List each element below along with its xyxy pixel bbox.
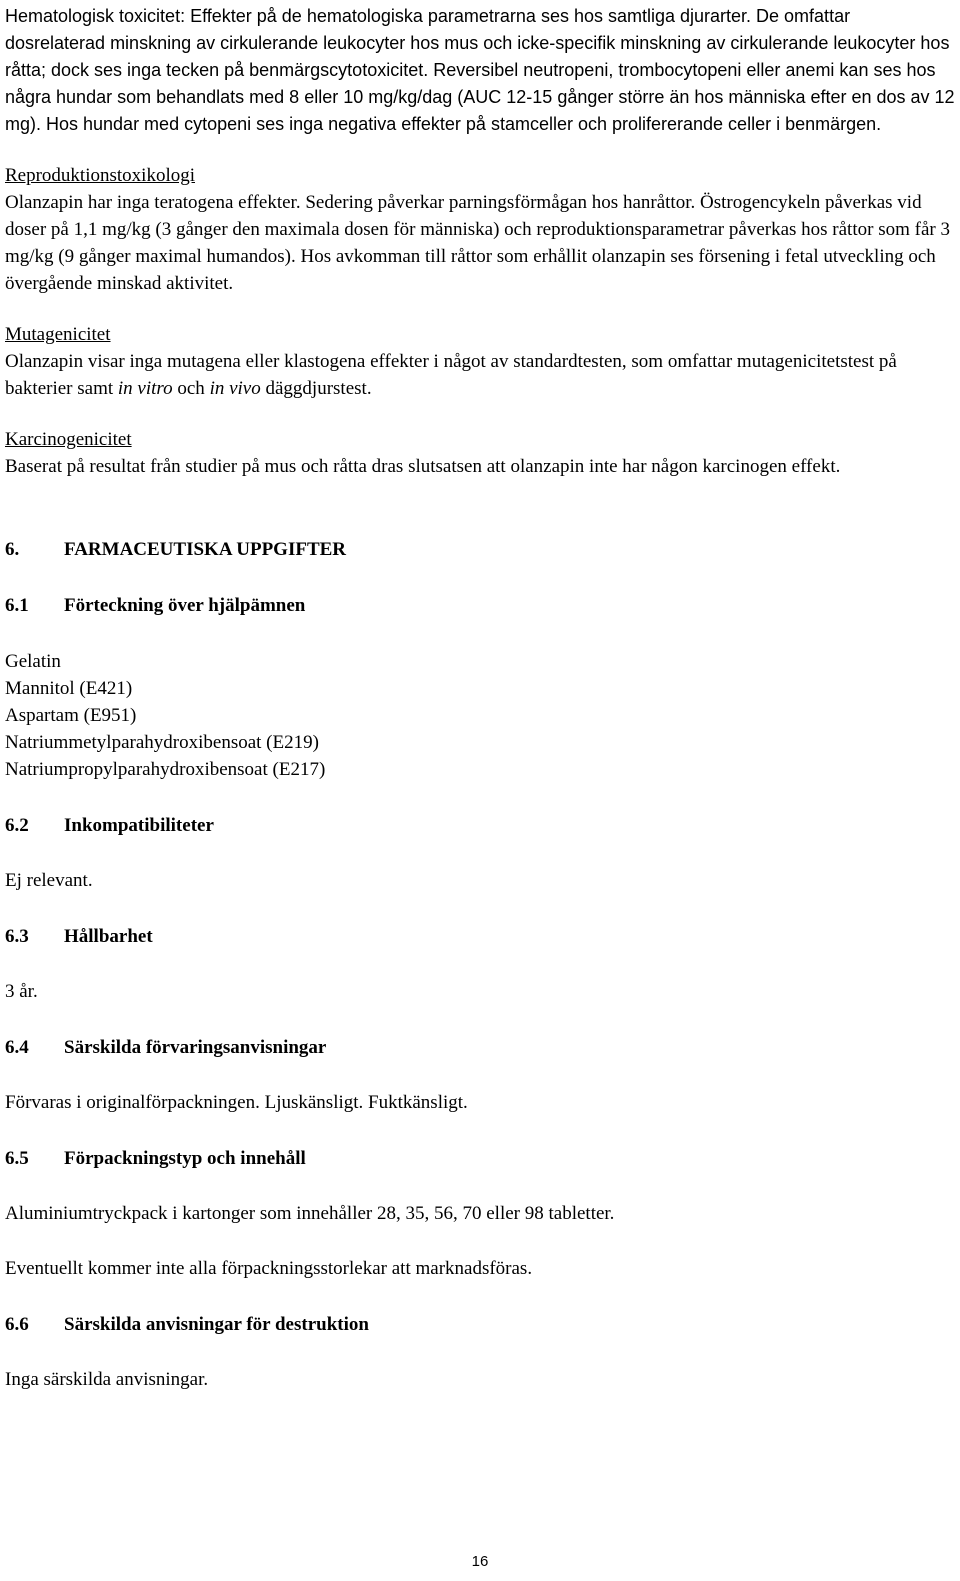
section-6-5-number: 6.5 — [5, 1148, 29, 1169]
hematology-paragraph: Hematologisk toxicitet: Effekter på de hematologiska parametrarna ses hos samtliga djurarter. De omfattar dosrelaterad minskning av cirkulerande leukocyter hos mus och icke-specifik minskning av cirkulerande leukocyter hos råtta; dock ses inga tecken på benmärgscytotoxicitet. Reversibel neutropeni, trombocytopeni eller anemi kan ses hos några hundar som behandlats med 8 eller 10 mg/kg/dag (AUC 12-15 gånger större än hos människa efter en dos av 12 mg). Hos hundar med cytopeni ses inga negativa effekter på stamceller och prolifererande celler i benmärgen. — [5, 6, 955, 134]
excipient-item: Natriumpropylparahydroxibensoat (E217) — [5, 759, 326, 780]
section-6-3-heading — [5, 923, 955, 950]
section-6-3-number: 6.3 — [5, 926, 29, 947]
reproduction-title: Reproduktionstoxikologi — [5, 165, 195, 186]
carcinogenicity-title: Karcinogenicitet — [5, 429, 132, 450]
carcinogenicity-section — [5, 426, 955, 480]
section-6-heading — [5, 536, 955, 563]
section-6-4-heading — [5, 1034, 955, 1061]
section-6-5-title: Förpackningstyp och innehåll — [64, 1148, 306, 1169]
page-number: 16 — [471, 1553, 489, 1570]
section-6-1-heading — [5, 592, 955, 619]
section-6-6-title: Särskilda anvisningar för destruktion — [64, 1314, 369, 1335]
section-6-5-text-1: Aluminiumtryckpack i kartonger som innehåller 28, 35, 56, 70 eller 98 tabletter. — [5, 1203, 615, 1224]
section-6-3-title: Hållbarhet — [64, 926, 153, 947]
section-6-6-number: 6.6 — [5, 1314, 29, 1335]
section-6-4-text: Förvaras i originalförpackningen. Ljuskänsligt. Fuktkänsligt. — [5, 1092, 468, 1113]
mutagenicity-conj: och — [172, 378, 210, 399]
section-6-2-title: Inkompatibiliteter — [64, 815, 214, 836]
section-6-title: FARMACEUTISKA UPPGIFTER — [64, 539, 347, 560]
document-page — [5, 0, 955, 1393]
mutagenicity-text — [5, 348, 955, 402]
section-6-5-heading — [5, 1145, 955, 1172]
section-6-2-number: 6.2 — [5, 815, 29, 836]
section-6-2-text: Ej relevant. — [5, 870, 93, 891]
section-6-1-title: Förteckning över hjälpämnen — [64, 595, 306, 616]
section-6-1-number: 6.1 — [5, 595, 29, 616]
excipient-item: Aspartam (E951) — [5, 705, 137, 726]
mutagenicity-section — [5, 321, 955, 402]
reproduction-section — [5, 162, 955, 297]
carcinogenicity-text: Baserat på resultat från studier på mus och råtta dras slutsatsen att olanzapin inte har någon karcinogen effekt. — [5, 456, 841, 477]
section-6-6-text: Inga särskilda anvisningar. — [5, 1369, 209, 1390]
excipient-item: Gelatin — [5, 651, 61, 672]
section-6-4-title: Särskilda förvaringsanvisningar — [64, 1037, 327, 1058]
excipient-item: Natriummetylparahydroxibensoat (E219) — [5, 732, 319, 753]
excipient-list — [5, 648, 955, 783]
reproduction-text: Olanzapin har inga teratogena effekter. Sedering påverkar parningsförmågan hos hanråttor. Östrogencykeln påverkas vid doser på 1,1 mg/kg (3 gånger den maximala dosen för människa) och reproduktionsparametrar påverkas hos råttor som får 3 mg/kg (9 gånger maximal humandos). Hos avkomman till råttor som erhållit olanzapin ses försening i fetal utveckling och övergående minskad aktivitet. — [5, 192, 950, 294]
section-6-number: 6. — [5, 539, 20, 560]
section-6-6-heading — [5, 1311, 955, 1338]
mutagenicity-text-before: Olanzapin visar inga mutagena eller klastogena effekter i något av standardtesten, som omfattar mutagenicitetstest på bakterier samt — [5, 351, 897, 399]
section-6-4-number: 6.4 — [5, 1037, 29, 1058]
mutagenicity-text-after: däggdjurstest. — [260, 378, 372, 399]
section-6-2-heading — [5, 812, 955, 839]
section-6-5-text-2: Eventuellt kommer inte alla förpackningsstorlekar att marknadsföras. — [5, 1258, 533, 1279]
in-vivo-term: in vivo — [209, 378, 261, 399]
section-6-3-text: 3 år. — [5, 981, 38, 1002]
mutagenicity-title: Mutagenicitet — [5, 324, 111, 345]
excipient-item: Mannitol (E421) — [5, 678, 133, 699]
in-vitro-term: in vitro — [117, 378, 173, 399]
